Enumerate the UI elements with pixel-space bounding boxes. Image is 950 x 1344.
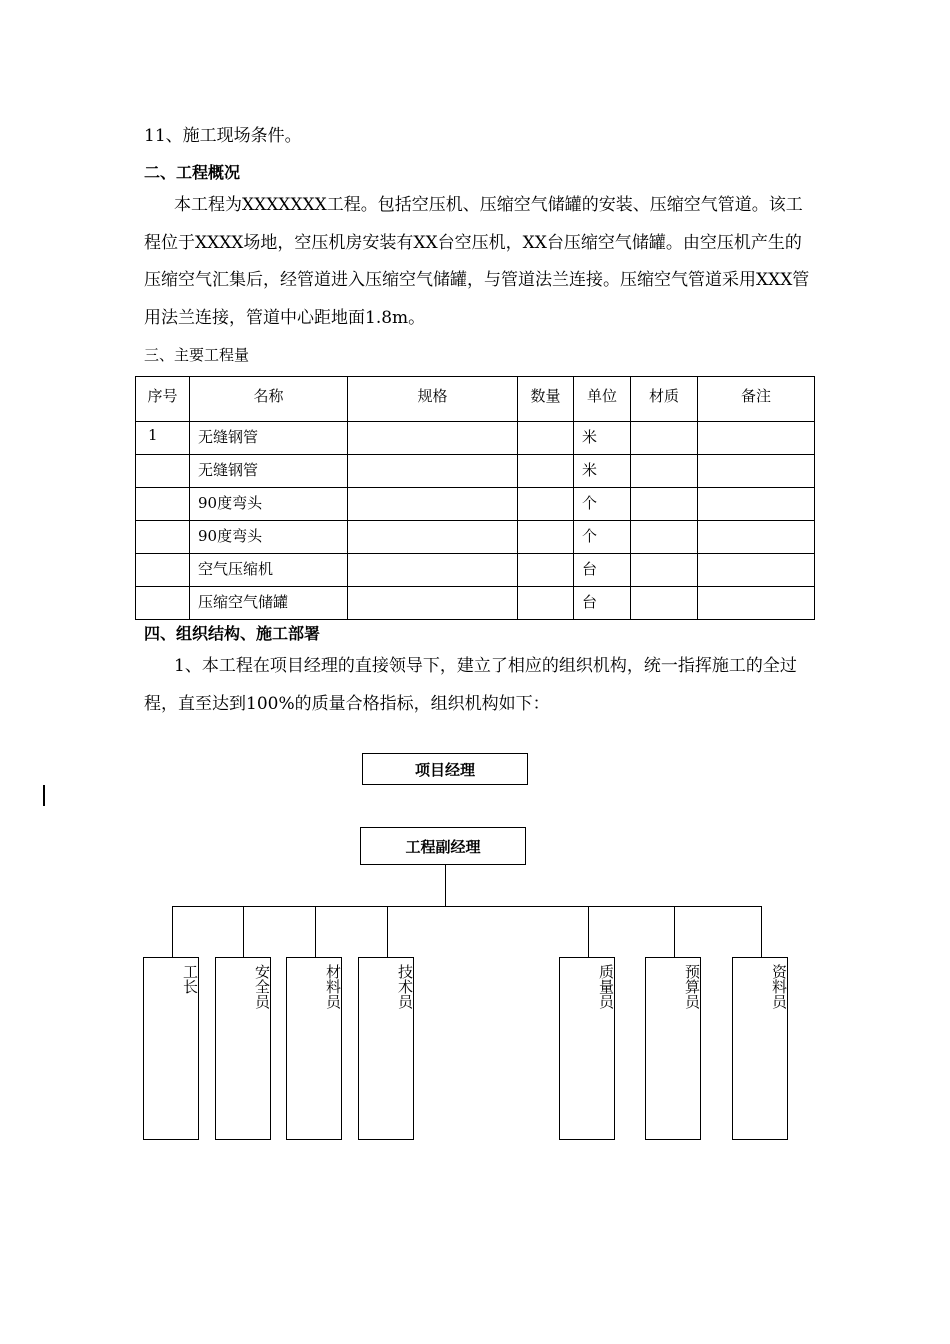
table-cell [631, 422, 698, 455]
col-header: 数量 [518, 377, 574, 422]
table-cell [518, 422, 574, 455]
text-cursor [43, 785, 45, 806]
section2-body: 本工程为XXXXXXX工程。包括空压机、压缩空气储罐的安装、压缩空气管道。该工程位于XXXX场地，空压机房安装有XX台空压机，XX台压缩空气储罐。由空压机产生的压缩空气汇集后，经管道进入压缩空气储罐，与管道法兰连接。压缩空气管道采用XXX管用法兰连接，管道中心距地面1.8m。 [144, 195, 810, 328]
col-header: 材质 [631, 377, 698, 422]
table-cell [518, 521, 574, 554]
table-cell [698, 554, 815, 587]
org-role-documents: 资料员 [732, 957, 788, 1140]
org-connector [243, 906, 244, 957]
table-cell: 台 [574, 554, 631, 587]
table-cell: 压缩空气储罐 [190, 587, 348, 620]
table-cell [348, 422, 518, 455]
table-cell [698, 422, 815, 455]
section4-heading: 四、组织结构、施工部署 [144, 624, 321, 643]
table-row [136, 488, 815, 521]
section3-heading: 三、主要工程量 [144, 346, 250, 364]
col-header: 规格 [348, 377, 518, 422]
table-row [136, 554, 815, 587]
item-11: 11、施工现场条件。 [144, 126, 302, 146]
table-cell [136, 521, 190, 554]
table-header-row [136, 377, 815, 422]
table-cell: 个 [574, 521, 631, 554]
table-row [136, 587, 815, 620]
org-role-technician: 技术员 [358, 957, 414, 1140]
table-cell [631, 587, 698, 620]
org-connector [172, 906, 173, 957]
section2-heading: 二、工程概况 [144, 163, 241, 182]
table-cell [631, 488, 698, 521]
org-role-safety: 安全员 [215, 957, 271, 1140]
table-cell: 台 [574, 587, 631, 620]
quantity-table [135, 376, 815, 620]
org-connector [588, 906, 589, 957]
org-role-foreman: 工长 [143, 957, 199, 1140]
table-row [136, 455, 815, 488]
org-deputy-box: 工程副经理 [360, 827, 526, 865]
table-cell [518, 587, 574, 620]
col-header: 单位 [574, 377, 631, 422]
table-cell: 90度弯头 [190, 521, 348, 554]
org-connector [761, 906, 762, 957]
table-cell [698, 488, 815, 521]
table-cell [631, 554, 698, 587]
table-cell: 米 [574, 422, 631, 455]
table-cell [348, 554, 518, 587]
org-role-materials: 材料员 [286, 957, 342, 1140]
org-connector [445, 865, 446, 906]
table-cell [698, 455, 815, 488]
table-cell [348, 455, 518, 488]
org-role-budget: 预算员 [645, 957, 701, 1140]
col-header: 序号 [136, 377, 190, 422]
table-cell [136, 488, 190, 521]
section4-body: 1、本工程在项目经理的直接领导下，建立了相应的组织机构，统一指挥施工的全过程，直至达到100%的质量合格指标，组织机构如下： [144, 656, 797, 714]
table-cell [631, 521, 698, 554]
org-top-box: 项目经理 [362, 753, 528, 785]
table-cell [631, 455, 698, 488]
table-cell [348, 488, 518, 521]
table-cell [518, 488, 574, 521]
table-cell: 空气压缩机 [190, 554, 348, 587]
table-cell [348, 587, 518, 620]
org-role-quality: 质量员 [559, 957, 615, 1140]
table-cell: 90度弯头 [190, 488, 348, 521]
table-cell: 个 [574, 488, 631, 521]
col-header: 备注 [698, 377, 815, 422]
table-cell: 1 [136, 422, 190, 455]
table-cell: 米 [574, 455, 631, 488]
table-cell [136, 587, 190, 620]
table-cell [518, 455, 574, 488]
table-row [136, 521, 815, 554]
table-cell [136, 455, 190, 488]
table-cell [518, 554, 574, 587]
table-cell [698, 587, 815, 620]
org-connector [387, 906, 388, 957]
table-cell [136, 554, 190, 587]
table-cell [348, 521, 518, 554]
table-cell: 无缝钢管 [190, 455, 348, 488]
table-cell [698, 521, 815, 554]
org-connector [315, 906, 316, 957]
col-header: 名称 [190, 377, 348, 422]
org-connector [674, 906, 675, 957]
table-row [136, 422, 815, 455]
table-cell: 无缝钢管 [190, 422, 348, 455]
